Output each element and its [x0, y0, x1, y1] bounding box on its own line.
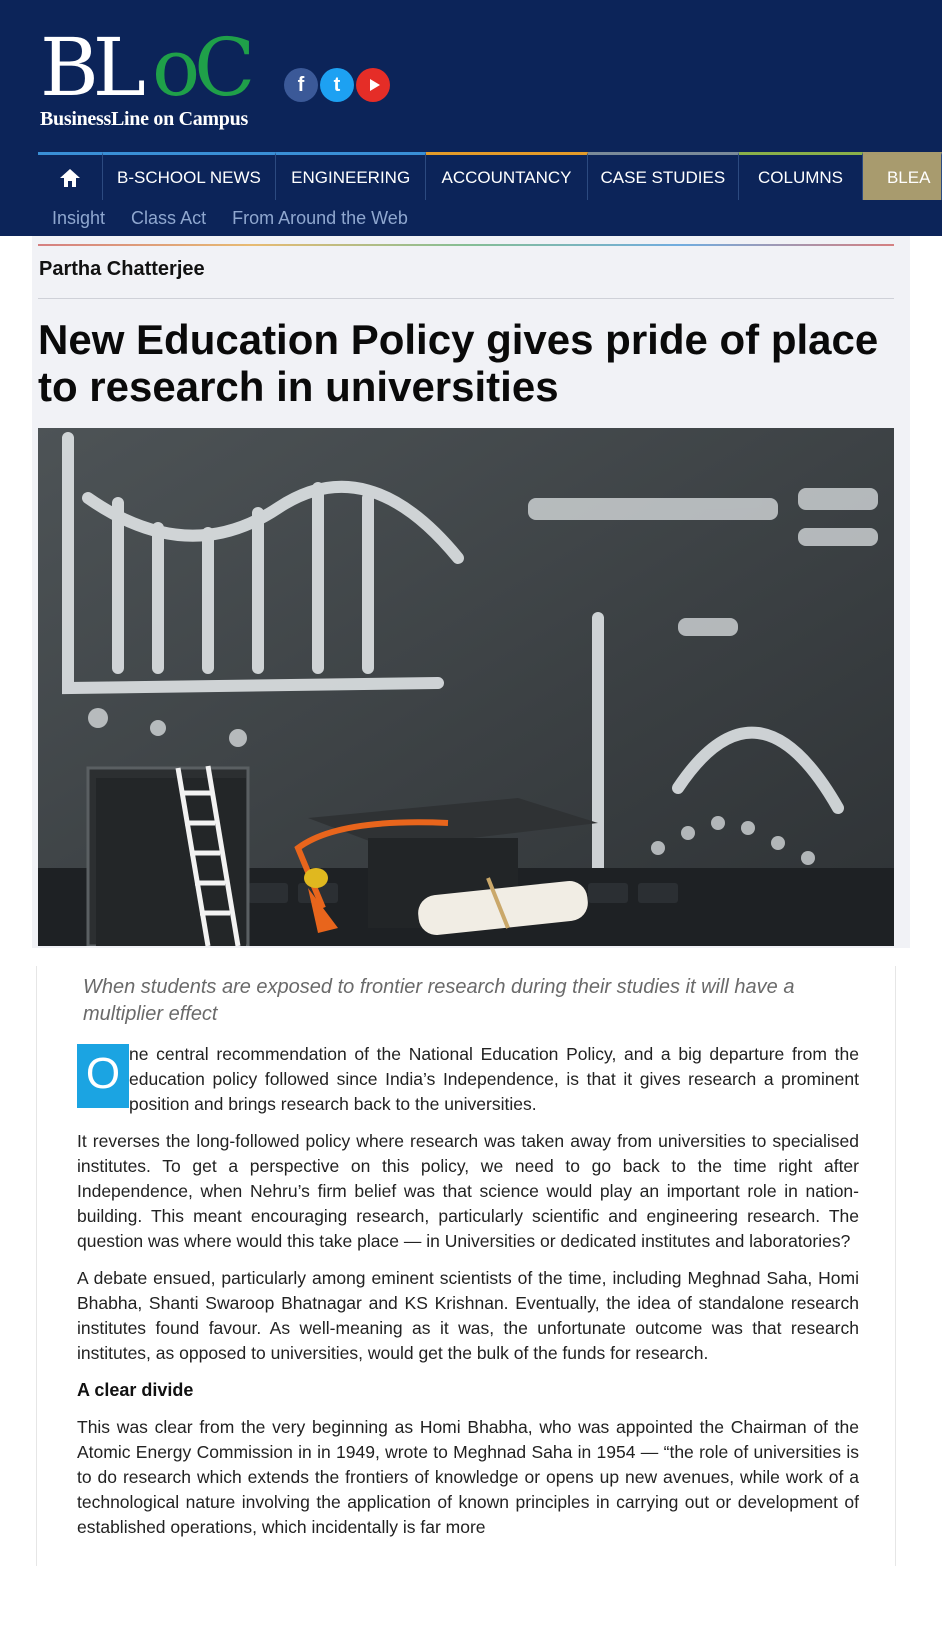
hero-illustration	[38, 428, 894, 946]
subnav-class-act[interactable]: Class Act	[131, 208, 207, 228]
nav-item-blea[interactable]: BLEA	[863, 152, 942, 200]
twitter-icon[interactable]	[320, 68, 354, 102]
hero-image	[38, 428, 894, 946]
logo-oc: oC	[152, 21, 250, 114]
paragraph-1-text: ne central recommendation of the National Education Policy, and a big departure from the education policy followed since India’s Independence, is that it gives research a prominent position and brings research back to the universities.	[129, 1044, 859, 1114]
nav-item-engineering[interactable]: ENGINEERING	[276, 152, 426, 200]
nav-item-case-studies[interactable]: CASE STUDIES	[588, 152, 739, 200]
logo-bl: BL	[40, 21, 140, 114]
section-subhead: A clear divide	[77, 1380, 194, 1400]
nav-item-columns[interactable]: COLUMNS	[739, 152, 863, 200]
play-icon	[370, 79, 380, 91]
facebook-glyph: f	[297, 73, 305, 96]
twitter-glyph: t	[333, 73, 341, 96]
subnav-insight[interactable]: Insight	[52, 208, 106, 228]
paragraph-2: It reverses the long-followed policy where research was taken away from universities to specialised institutes. To get a perspective on this policy, we need to go back to the time right after Independence, when Nehru’s firm belief was that science would play an important role in nation-building. This meant encouraging research, particularly scientific and engineering research. The question was where would this take place — in Universities or dedicated institutes and laboratories?	[77, 1131, 859, 1251]
site-header	[0, 0, 942, 236]
paragraph-3: A debate ensued, particularly among eminent scientists of the time, including Meghnad Saha, Homi Bhabha, Shanti Swaroop Bhatnagar and KS Krishnan. Eventually, the idea of standalone research institutes found favour. As well-meaning as it was, the unfortunate outcome was that research institutes, as opposed to universities, would get the bulk of the funds for research.	[77, 1268, 859, 1363]
facebook-icon[interactable]	[284, 68, 318, 102]
subnav-from-around-the-web[interactable]: From Around the Web	[232, 208, 408, 228]
home-icon	[60, 169, 80, 187]
author-name[interactable]: Partha Chatterjee	[39, 258, 205, 280]
article-headline: New Education Policy gives pride of place to research in universities	[38, 316, 879, 410]
divider	[38, 298, 894, 299]
article-body-container	[36, 966, 896, 1566]
nav-item-accountancy[interactable]: ACCOUNTANCY	[426, 152, 587, 200]
paragraph-1	[77, 1042, 859, 1117]
sub-nav	[52, 208, 434, 229]
drop-cap: O	[77, 1044, 129, 1108]
article-body	[77, 1042, 859, 1552]
logo-tagline: BusinessLine on Campus	[40, 108, 248, 130]
article-standfirst: When students are exposed to frontier research during their studies it will have a multiplier effect	[83, 976, 795, 1025]
paragraph-4: This was clear from the very beginning as Homi Bhabha, who was appointed the Chairman of the Atomic Energy Commission in in 1949, wrote to Meghnad Saha in 1954 — “the role of universities is to do research which extends the frontiers of knowledge or opens up new avenues, while work of a technological nature involving the application of known principles in carrying out or development of established operations, which incidentally is far more	[77, 1417, 859, 1537]
color-divider	[38, 244, 894, 246]
main-nav	[38, 152, 942, 200]
nav-home[interactable]	[38, 152, 103, 200]
nav-item-b-school-news[interactable]: B-SCHOOL NEWS	[103, 152, 276, 200]
youtube-icon[interactable]	[356, 68, 390, 102]
site-logo[interactable]	[40, 21, 290, 136]
